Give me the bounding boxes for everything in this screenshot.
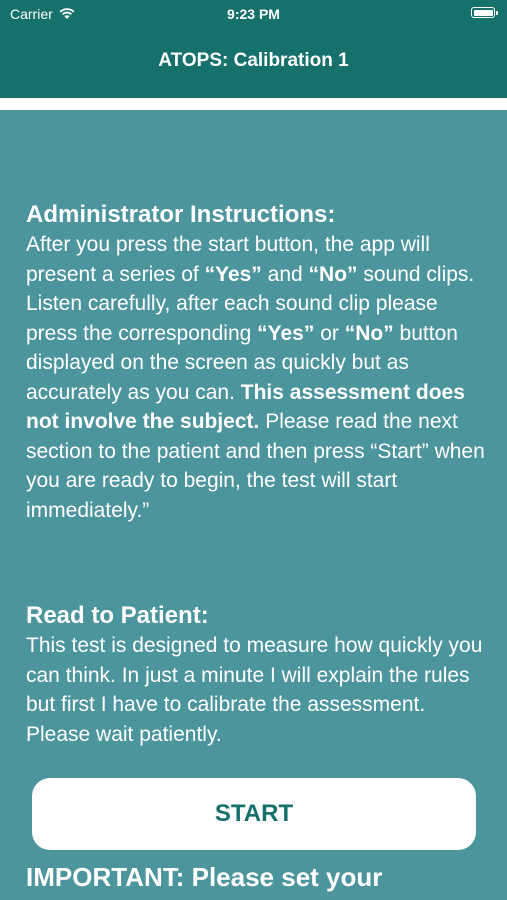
- carrier-text: Carrier: [10, 6, 53, 22]
- admin-text-4: Please read the next section to the patient and then press “Start” when you are ready to begin, the test will start immediately.”: [26, 410, 485, 522]
- no-emphasis: “No”: [308, 262, 358, 286]
- admin-text-2: sound clips. Listen carefully, after each sound clip please press the corresponding: [26, 262, 475, 345]
- no-emphasis-2: “No”: [344, 321, 394, 345]
- admin-text-or: or: [314, 321, 345, 345]
- instructions-content[interactable]: [26, 200, 486, 749]
- navigation-bar: [0, 30, 507, 98]
- header-divider: [0, 98, 507, 110]
- admin-text-3: button displayed on the screen as quickly but as accurately as you can.: [26, 321, 458, 404]
- battery-icon: [471, 7, 495, 18]
- important-notice: IMPORTANT: Please set your: [26, 862, 383, 892]
- status-time: 9:23 PM: [227, 6, 280, 22]
- start-button[interactable]: START: [32, 778, 476, 850]
- admin-text-and: and: [261, 262, 309, 286]
- status-bar: [0, 0, 507, 30]
- admin-text-1: After you press the start button, the app will present a series of: [26, 233, 430, 286]
- section-spacer: [26, 525, 486, 601]
- admin-instructions: [26, 230, 486, 525]
- page-title: ATOPS: Calibration 1: [158, 50, 349, 71]
- yes-emphasis: “Yes”: [204, 262, 262, 286]
- patient-text: This test is designed to measure how quickly you can think. In just a minute I will explain the rules but first I have to calibrate the assessment. Please wait patiently.: [26, 634, 483, 746]
- yes-emphasis-2: “Yes”: [257, 321, 315, 345]
- admin-bold-note: This assessment does not involve the subject.: [26, 380, 465, 433]
- admin-heading: Administrator Instructions:: [26, 201, 336, 228]
- patient-heading: Read to Patient:: [26, 602, 209, 629]
